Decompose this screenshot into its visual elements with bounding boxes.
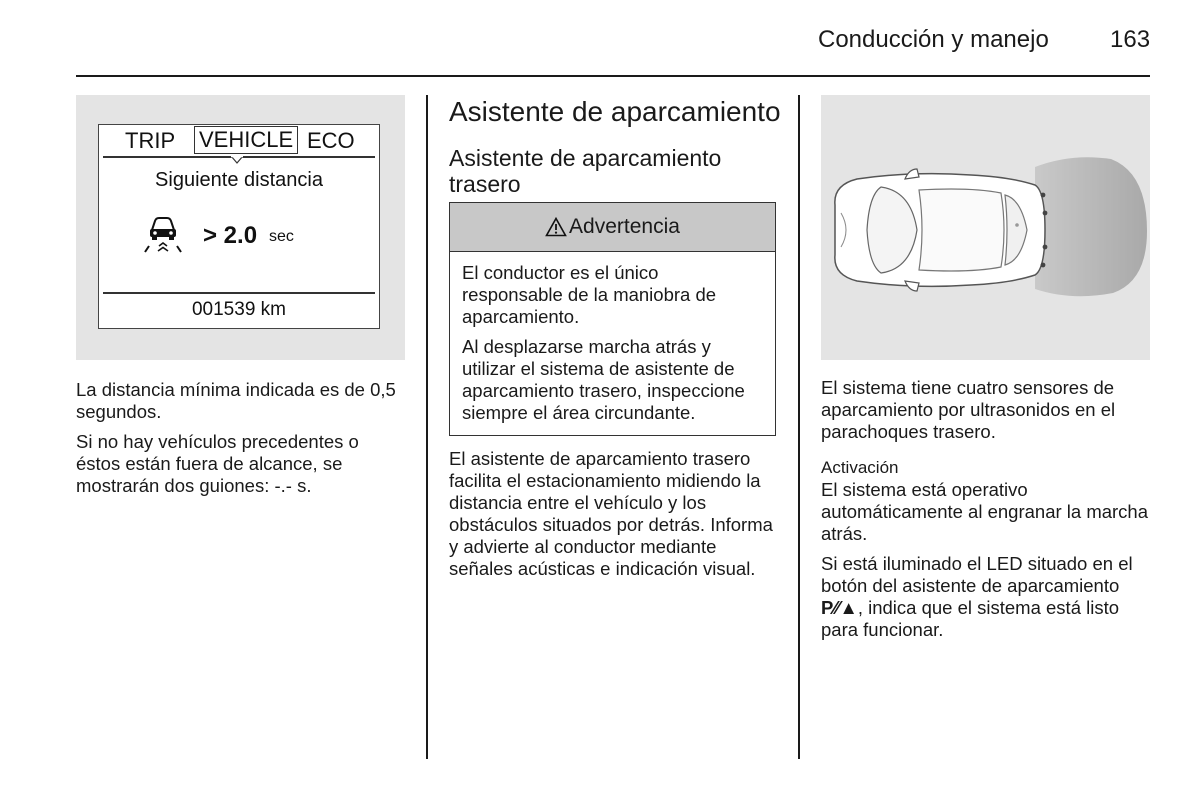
distance-value: > 2.0: [203, 222, 258, 249]
display-bottom-divider: [103, 292, 375, 294]
activation-heading: Activación: [821, 458, 899, 477]
paragraph-activation: El sistema está operativo automáticamente al engranar la marcha atrás.: [821, 479, 1149, 544]
header-rule: [76, 75, 1150, 77]
led-text-after: , indica que el sistema está listo para funcionar.: [821, 597, 1120, 640]
odometer-reading: 001539 km: [191, 299, 286, 320]
paragraph-sensors: El sistema tiene cuatro sensores de aparcamiento por ultrasonidos en el parachoques trasero.: [821, 377, 1116, 442]
vehicle-distance-icon: [143, 213, 183, 253]
car-sensor-illustration: [821, 95, 1150, 360]
parking-sensor-3: [1043, 245, 1048, 250]
instrument-display-screen: [98, 124, 380, 329]
display-tab-trip: TRIP: [125, 128, 176, 153]
warning-paragraph-responsibility: El conductor es el único responsable de la maniobra de aparcamiento.: [462, 262, 717, 327]
warning-header: [450, 203, 775, 252]
parking-sensor-2: [1043, 211, 1048, 216]
car-top-view-image: [821, 95, 1150, 360]
warning-paragraph-inspect: Al desplazarse marcha atrás y utilizar el sistema de asistente de aparcamiento trasero, inspeccione siempre el área circundante.: [462, 336, 745, 423]
paragraph-min-distance: La distancia mínima indicada es de 0,5 segundos.: [76, 379, 396, 422]
paragraph-led-status: [821, 553, 1153, 641]
tab-selected-notch: [231, 156, 243, 164]
subsection-title: Asistente de aparcamiento trasero: [449, 145, 722, 197]
warning-body: [450, 252, 775, 424]
instrument-display-figure: [76, 95, 405, 360]
distance-unit: sec: [269, 228, 294, 245]
warning-box: [449, 202, 776, 436]
display-tab-eco: ECO: [307, 128, 355, 153]
paragraph-park-assist-description: El asistente de aparcamiento trasero facilita el estacionamiento midiendo la distancia entre el vehículo y los obstáculos situados por detrás. Informa y advierte al conductor mediante señales acústicas e indicación visual.: [449, 448, 773, 579]
park-assist-symbol-icon: P⁄⁄▲: [821, 597, 858, 618]
left-column-text: [76, 379, 402, 505]
parking-sensor-4: [1041, 263, 1046, 268]
led-text-before: Si está iluminado el LED situado en el botón del asistente de aparcamiento: [821, 553, 1133, 596]
right-column-text: [821, 377, 1153, 649]
column-divider-right: [798, 95, 800, 759]
warning-title: Advertencia: [569, 215, 680, 238]
display-label: Siguiente distancia: [155, 169, 323, 191]
warning-triangle-icon: [545, 217, 567, 237]
running-header: Conducción y manejo: [818, 26, 1049, 53]
page-number: 163: [1110, 26, 1151, 53]
section-title: Asistente de aparcamiento: [449, 96, 781, 127]
paragraph-no-vehicles: Si no hay vehículos precedentes o éstos están fuera de alcance, se mostrarán dos guiones: -.- s.: [76, 431, 359, 496]
column-divider-left: [426, 95, 428, 759]
middle-column-body: [449, 448, 777, 588]
display-tab-vehicle: VEHICLE: [194, 126, 298, 154]
parking-sensor-1: [1041, 193, 1046, 198]
